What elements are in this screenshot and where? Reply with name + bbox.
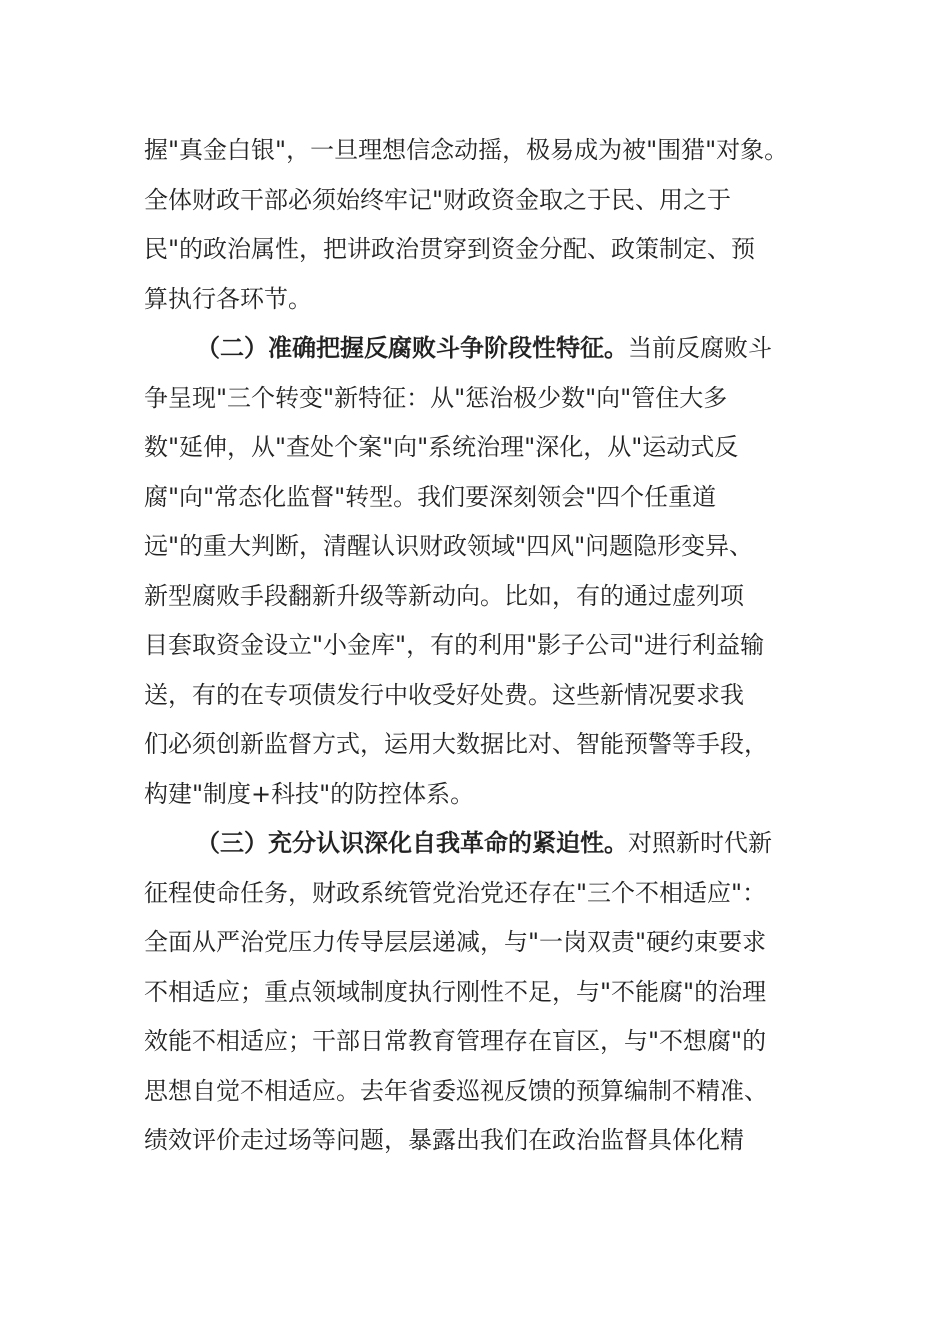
text-line: 远"的重大判断，清醒认识财政领域"四风"问题隐形变异、	[144, 532, 754, 560]
text-line: 数"延伸，从"查处个案"向"系统治理"深化，从"运动式反	[144, 433, 739, 461]
text-line: 民"的政治属性，把讲政治贯穿到资金分配、政策制定、预	[144, 235, 756, 263]
text-line: 送，有的在专项债发行中收受好处费。这些新情况要求我	[144, 680, 744, 709]
text-line: 握"真金白银"，一旦理想信念动摇，极易成为被"围猎"对象。	[144, 136, 789, 164]
body-text	[144, 126, 824, 1166]
text-line: 目套取资金设立"小金库"，有的利用"影子公司"进行利益输	[144, 631, 765, 659]
text-line: 腐"向"常态化监督"转型。我们要深刻领会"四个任重道	[144, 482, 717, 511]
text-run: 当前反腐败斗	[628, 334, 772, 362]
section-heading: （三）充分认识深化自我革命的紧迫性。	[196, 829, 628, 857]
text-line: 效能不相适应；干部日常教育管理存在盲区，与"不想腐"的	[144, 1027, 767, 1055]
text-line: 绩效评价走过场等问题，暴露出我们在政治监督具体化精	[144, 1126, 744, 1154]
text-line: 全体财政干部必须始终牢记"财政资金取之于民、用之于	[144, 185, 732, 214]
text-line: 们必须创新监督方式，运用大数据比对、智能预警等手段，	[144, 730, 768, 758]
text-line: 全面从严治党压力传导层层递减，与"一岗双责"硬约束要求	[144, 928, 767, 956]
paragraph-first-line	[144, 324, 824, 374]
text-line: 思想自觉不相适应。去年省委巡视反馈的预算编制不精准、	[144, 1076, 768, 1105]
text-run: 对照新时代新	[628, 829, 772, 857]
text-line: 构建"制度+科技"的防控体系。	[144, 779, 475, 808]
text-line: 算执行各环节。	[144, 284, 312, 313]
text-line: 不相适应；重点领域制度执行刚性不足，与"不能腐"的治理	[144, 977, 767, 1006]
section-heading: （二）准确把握反腐败斗争阶段性特征。	[196, 334, 628, 362]
text-line: 新型腐败手段翻新升级等新动向。比如，有的通过虚列项	[144, 581, 744, 610]
paragraph-first-line	[144, 819, 824, 869]
text-line: 征程使命任务，财政系统管党治党还存在"三个不相适应"：	[144, 878, 767, 907]
text-line: 争呈现"三个转变"新特征：从"惩治极少数"向"管住大多	[144, 383, 728, 412]
